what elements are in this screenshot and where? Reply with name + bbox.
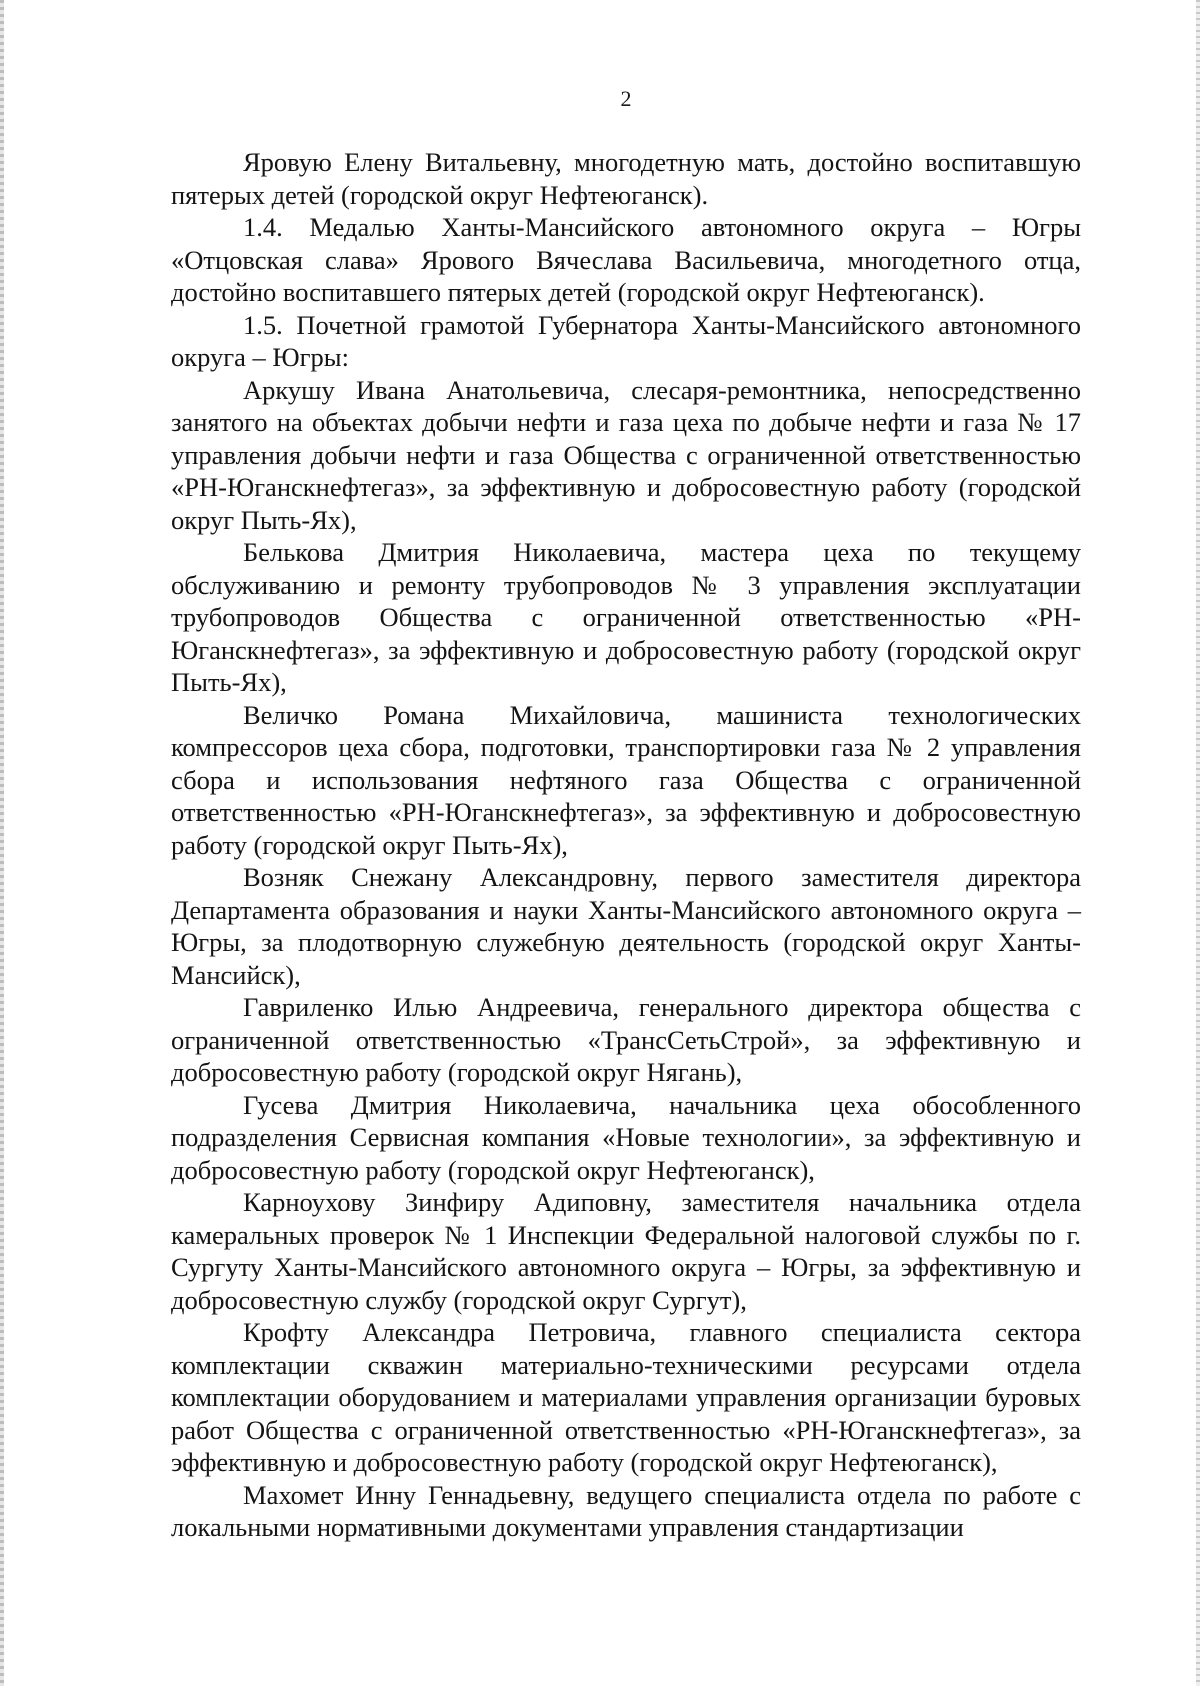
- paragraph-kroft: Крофту Александра Петровича, главного специалиста сектора комплектации скважин материально-техническими ресурсами отдела комплектации оборудованием и материалами управления организации буровых работ Общества с ограниченной ответственностью «РН-Юганскнефтегаз», за эффективную и добросовестную работу (городской округ Нефтеюганск),: [171, 1317, 1081, 1477]
- page-number: 2: [620, 86, 632, 111]
- paragraph-karnoukhova: Карноухову Зинфиру Адиповну, заместителя начальника отдела камеральных проверок № 1 Инспекции Федеральной налоговой службы по г. Сургуту Ханты-Мансийского автономного округа – Югры, за эффективную и добросовестную службу (городской округ Сургут),: [171, 1187, 1081, 1315]
- paragraph-yarovaya: Яровую Елену Витальевну, многодетную мать, достойно воспитавшую пятерых детей (городской округ Нефтеюганск).: [171, 147, 1081, 210]
- paragraph-voznyak: Возняк Снежану Александровну, первого заместителя директора Департамента образования и науки Ханты-Мансийского автономного округа – Югры, за плодотворную служебную деятельность (городской округ Ханты-Мансийск),: [171, 862, 1081, 990]
- paragraph-gusev: Гусева Дмитрия Николаевича, начальника цеха обособленного подразделения Сервисная компания «Новые технологии», за эффективную и добросовестную работу (городской округ Нефтеюганск),: [171, 1089, 1081, 1185]
- paragraph-velichko: Величко Романа Михайловича, машиниста технологических компрессоров цеха сбора, подготовки, транспортировки газа № 2 управления сбора и использования нефтяного газа Общества с ограниченной ответственностью «РН-Юганскнефтегаз», за эффективную и добросовестную работу (городской округ Пыть-Ях),: [171, 699, 1081, 860]
- scan-edge-right: [1196, 0, 1200, 1686]
- paragraph-1-5-gramota: 1.5. Почетной грамотой Губернатора Ханты-Мансийского автономного округа – Югры:: [171, 309, 1081, 372]
- paragraph-arkusha: Аркушу Ивана Анатольевича, слесаря-ремонтника, непосредственно занятого на объектах добычи нефти и газа цеха по добыче нефти и газа № 17 управления добычи нефти и газа Общества с ограниченной ответственностью «РН-Юганскнефтегаз», за эффективную и добросовестную работу (городской округ Пыть-Ях),: [171, 374, 1081, 535]
- document-body: [171, 146, 1081, 1544]
- paragraph-gavrilenko: Гавриленко Илью Андреевича, генерального директора общества с ограниченной ответственностью «ТрансСетьСтрой», за эффективную и добросовестную работу (городской округ Нягань),: [171, 992, 1081, 1087]
- scan-edge-left: [0, 0, 4, 1686]
- paragraph-belkov: Белькова Дмитрия Николаевича, мастера цеха по текущему обслуживанию и ремонту трубопроводов № 3 управления эксплуатации трубопроводов Общества с ограниченной ответственностью «РН-Юганскнефтегаз», за эффективную и добросовестную работу (городской округ Пыть-Ях),: [171, 537, 1081, 697]
- paragraph-1-4-medal: 1.4. Медалью Ханты-Мансийского автономного округа – Югры «Отцовская слава» Ярового Вячеслава Васильевича, многодетного отца, достойно воспитавшего пятерых детей (городской округ Нефтеюганск).: [171, 212, 1081, 307]
- paragraph-makhomet: Махомет Инну Геннадьевну, ведущего специалиста отдела по работе с локальными нормативными документами управления стандартизации: [171, 1479, 1081, 1542]
